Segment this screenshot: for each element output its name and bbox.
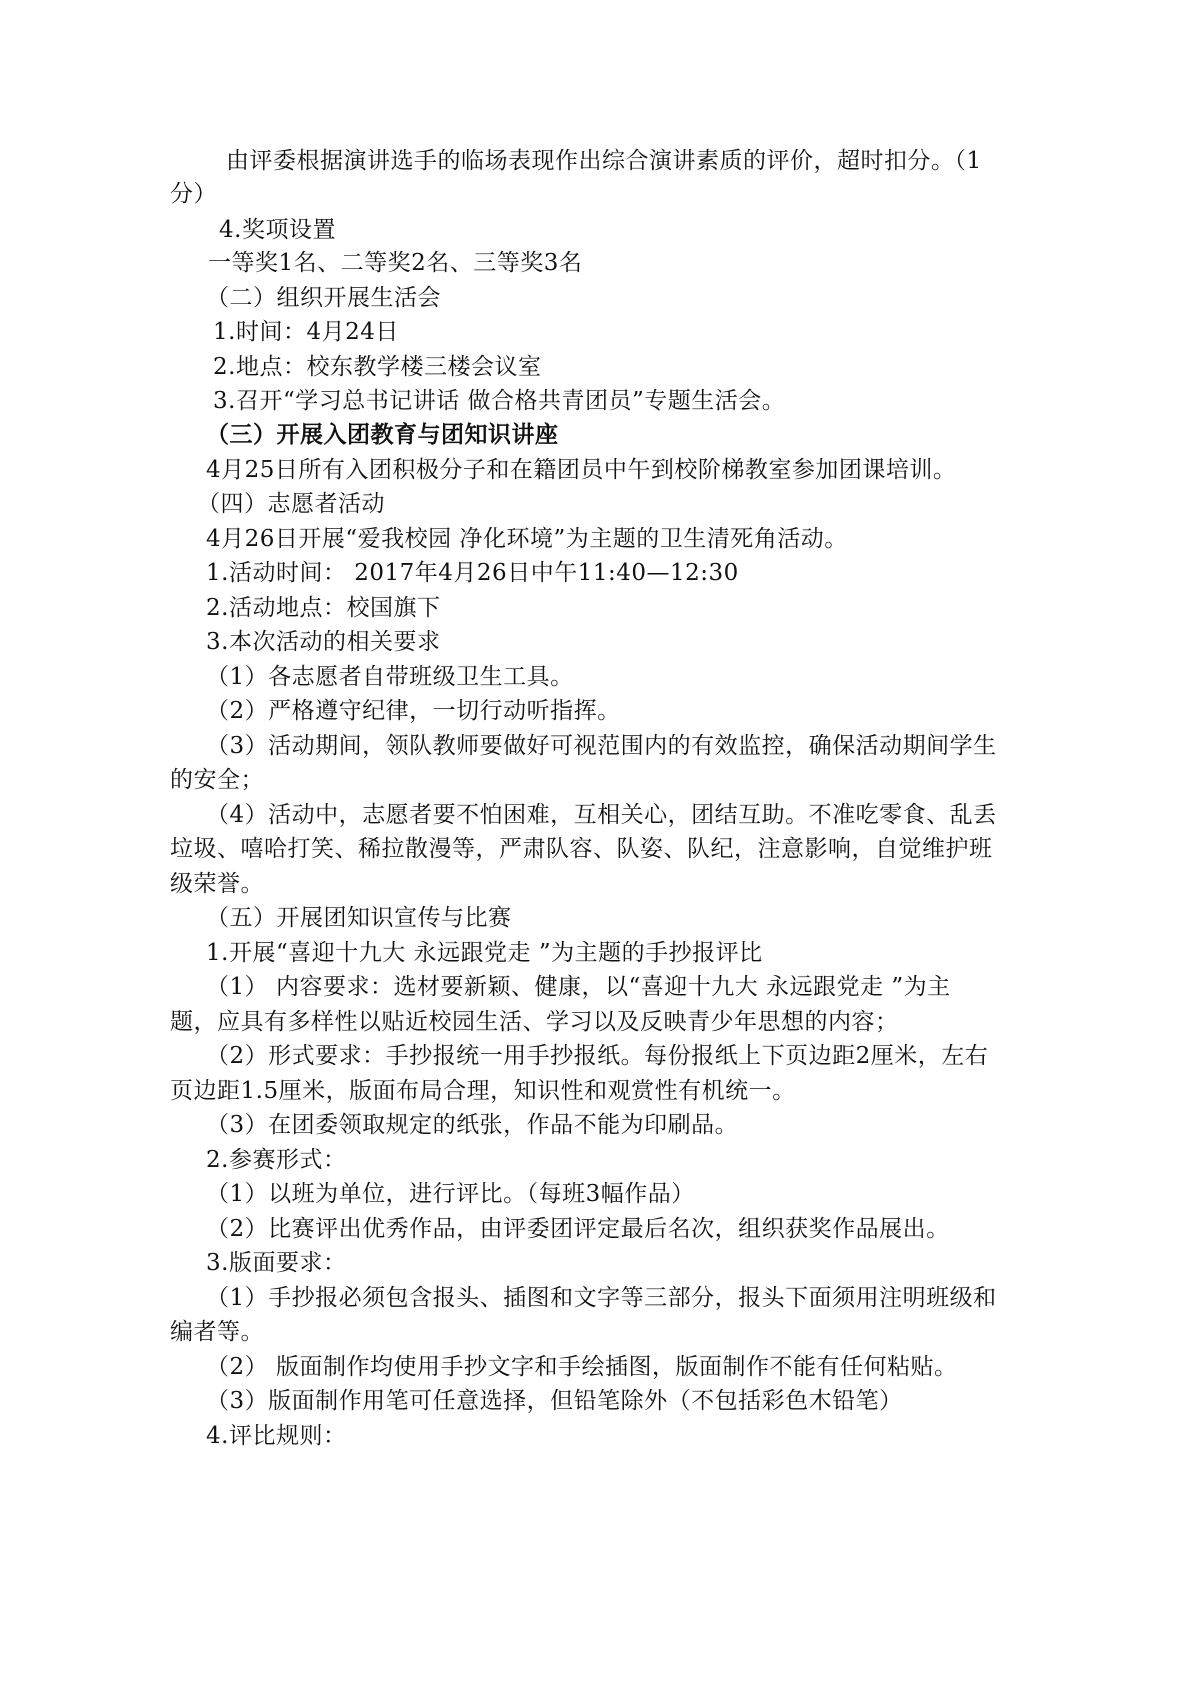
requirement-4-line-2: 垃圾、嘻哈打笑、稀拉散漫等，严肃队容、队姿、队纪，注意影响，自觉维护班	[170, 836, 993, 862]
section-4-requirements-heading: 3.本次活动的相关要求	[206, 629, 441, 655]
rules-heading: 4.评比规则：	[206, 1423, 347, 1449]
awards-text: 一等奖1名、二等奖2名、三等奖3名	[208, 250, 583, 276]
requirement-3-line-2: 的安全；	[170, 767, 264, 793]
requirement-4-line-3: 级荣誉。	[170, 871, 264, 897]
requirement-2: （2）严格遵守纪律，一切行动听指挥。	[206, 698, 621, 724]
layout-heading: 3.版面要求：	[206, 1250, 347, 1276]
section-4-time: 1.活动时间： 2017年4月26日中午11:40—12:30	[206, 560, 739, 586]
layout-requirement-2: （2） 版面制作均使用手抄文字和手绘插图，版面制作不能有任何粘贴。	[206, 1354, 958, 1380]
section-2-time: 1.时间：4月24日	[213, 319, 399, 345]
heading-section-3: （三）开展入团教育与团知识讲座	[206, 421, 559, 448]
layout-requirement-1-line-2: 编者等。	[170, 1319, 264, 1345]
paper-requirement: （3）在团委领取规定的纸张，作品不能为印刷品。	[206, 1112, 739, 1138]
section-2-meeting: 3.召开“学习总书记讲话 做合格共青团员”专题生活会。	[213, 388, 786, 414]
section-4-intro: 4月26日开展“爱我校园 净化环境”为主题的卫生清死角活动。	[206, 526, 848, 552]
content-requirement-line-2: 题，应具有多样性以贴近校园生活、学习以及反映青少年思想的内容；	[170, 1009, 899, 1035]
heading-awards: 4.奖项设置	[219, 217, 336, 243]
section-4-place: 2.活动地点：校国旗下	[206, 595, 441, 621]
format-requirement-line-1: （2）形式要求：手抄报统一用手抄报纸。每份报纸上下页边距2厘米，左右	[206, 1043, 989, 1069]
section-5-item-1: 1.开展“喜迎十九大 永远跟党走 ”为主题的手抄报评比	[206, 940, 763, 966]
heading-section-4: （四）志愿者活动	[197, 491, 385, 517]
section-2-place: 2.地点：校东教学楼三楼会议室	[213, 354, 542, 380]
content-requirement-line-1: （1） 内容要求：选材要新颖、健康，以“喜迎十九大 永远跟党走 ”为主	[206, 974, 951, 1000]
requirement-4-line-1: （4）活动中，志愿者要不怕困难，互相关心，团结互助。不准吃零食、乱丢	[206, 802, 997, 828]
paragraph-line-2: 分）	[170, 181, 217, 207]
heading-section-5: （五）开展团知识宣传与比赛	[206, 905, 512, 931]
layout-requirement-3: （3）版面制作用笔可任意选择，但铅笔除外（不包括彩色木铅笔）	[206, 1388, 903, 1414]
requirement-3-line-1: （3）活动期间，领队教师要做好可视范围内的有效监控，确保活动期间学生	[206, 733, 997, 759]
participation-1: （1）以班为单位，进行评比。（每班3幅作品）	[206, 1181, 695, 1207]
participation-2: （2）比赛评出优秀作品，由评委团评定最后名次，组织获奖作品展出。	[206, 1216, 950, 1242]
section-3-text: 4月25日所有入团积极分子和在籍团员中午到校阶梯教室参加团课培训。	[206, 457, 957, 483]
participation-heading: 2.参赛形式：	[206, 1147, 347, 1173]
paragraph-line-1: 由评委根据演讲选手的临场表现作出综合演讲素质的评价，超时扣分。（1	[226, 148, 982, 174]
requirement-1: （1）各志愿者自带班级卫生工具。	[206, 664, 574, 690]
heading-section-2: （二）组织开展生活会	[206, 285, 441, 311]
layout-requirement-1-line-1: （1）手抄报必须包含报头、插图和文字等三部分，报头下面须用注明班级和	[206, 1285, 997, 1311]
format-requirement-line-2: 页边距1.5厘米，版面布局合理，知识性和观赏性有机统一。	[170, 1078, 796, 1104]
